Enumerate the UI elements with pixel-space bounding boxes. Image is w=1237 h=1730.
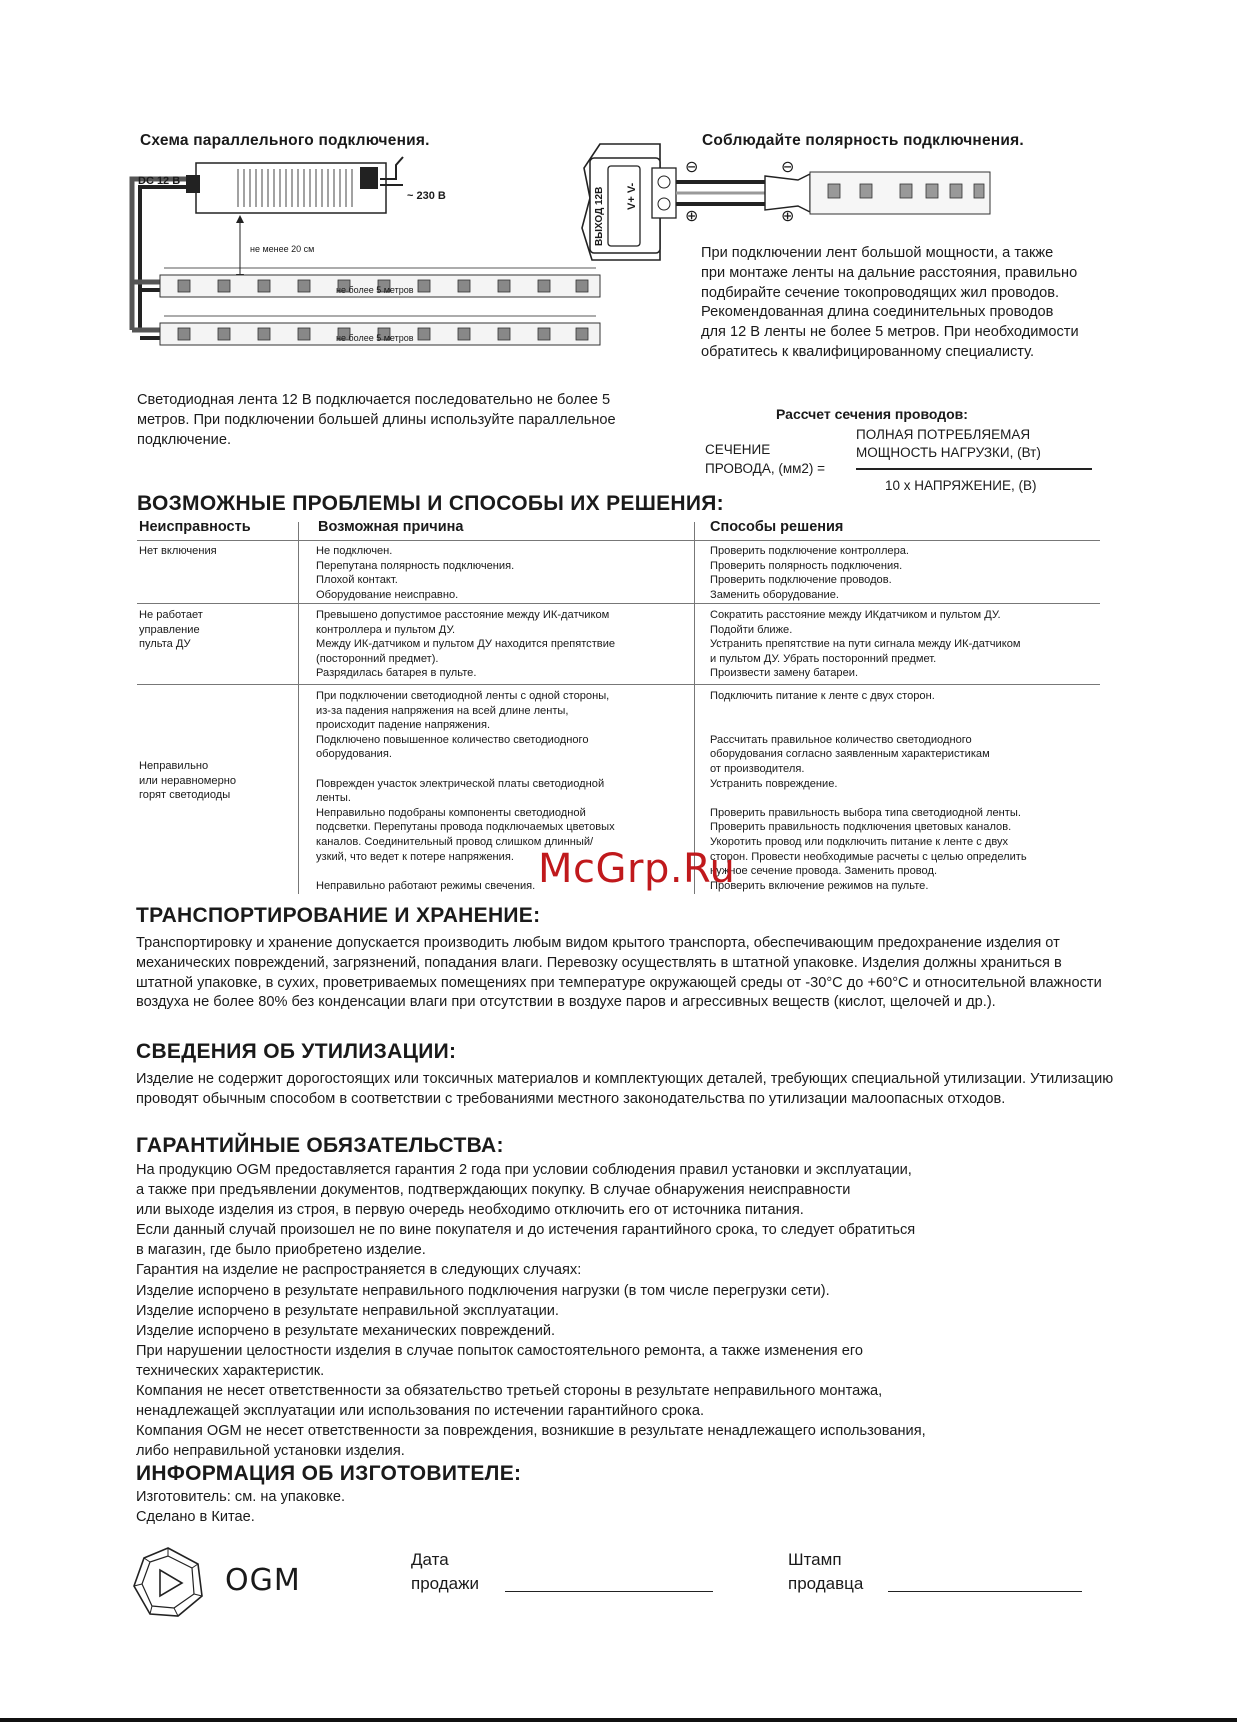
warranty-line: а также при предъявлении документов, подтверждающих покупку. В случае обнаружения неисправности bbox=[136, 1182, 851, 1199]
table-row-1-fault: Нет включения bbox=[139, 545, 217, 557]
disposal-text: Изделие не содержит дорогостоящих или токсичных материалов и комплектующих деталей, требующих специальной утилизации. Утилизацию проводят обычным способом в соответствии с требованиями местного законодательства по утилизации малоопасных отходов. bbox=[136, 1071, 1114, 1107]
ogm-logo-icon bbox=[132, 1546, 204, 1618]
warranty-line: Гарантия на изделие не распространяется в следующих случаях: bbox=[136, 1262, 582, 1279]
warranty-line: технических характеристик. bbox=[136, 1362, 325, 1379]
warranty-line: Изделие испорчено в результате неправильной эксплуатации. bbox=[136, 1302, 559, 1319]
formula-title: Рассчет сечения проводов: bbox=[776, 406, 968, 422]
parallel-diagram-title: Схема параллельного подключения. bbox=[140, 132, 430, 149]
table-header-solution: Способы решения bbox=[710, 519, 844, 535]
bottom-border bbox=[0, 1718, 1237, 1722]
minus-sign-1: ⊖ bbox=[685, 159, 699, 176]
polarity-note: При подключении лент большой мощности, а также при монтаже ленты на дальние расстояния, правильно подбирайте сечение токопроводящих жил проводов. Рекомендованная длина соединительных проводов для 12 В ленты не более 5 метров. При необходимости обратитесь к квалифицированному специалисту. bbox=[701, 245, 1079, 360]
table-rule-2 bbox=[137, 684, 1100, 685]
warranty-line: Изделие испорчено в результате механических повреждений. bbox=[136, 1322, 556, 1339]
manufacturer-line-2: Сделано в Китае. bbox=[136, 1509, 255, 1525]
warranty-text bbox=[136, 1160, 1136, 1461]
stamp-label-1: Штамп bbox=[788, 1550, 842, 1569]
warranty-line: либо неправильной установки изделия. bbox=[136, 1443, 405, 1460]
length-label-2: не более 5 метров bbox=[336, 333, 414, 343]
table-rule-1 bbox=[137, 603, 1100, 604]
table-row-2-cause: Превышено допустимое расстояние между ИК-датчиком контроллера и пультом ДУ. Между ИК-датчиком и пультом ДУ находится препятствие (посторонний предмет). Разрядилась батарея в пульте. bbox=[316, 609, 616, 680]
terminal-label: V+ V- bbox=[626, 182, 638, 210]
watermark: McGrp.Ru bbox=[538, 846, 736, 892]
formula-numerator-1: ПОЛНАЯ ПОТРЕБЛЯЕМАЯ bbox=[856, 427, 1031, 442]
warranty-line: Изделие испорчено в результате неправильного подключения нагрузки (в том числе перегрузки сети). bbox=[136, 1282, 830, 1299]
plus-sign-1: ⊕ bbox=[685, 208, 699, 225]
table-row-1-solution: Проверить подключение контроллера. Проверить полярность подключения. Проверить подключение проводов. Заменить оборудование. bbox=[710, 545, 910, 601]
manufacturer-line-1: Изготовитель: см. на упаковке. bbox=[136, 1489, 346, 1505]
warranty-line: в магазин, где было приобретено изделие. bbox=[136, 1242, 426, 1259]
table-col-divider-2 bbox=[694, 522, 695, 894]
table-header-cause: Возможная причина bbox=[318, 519, 464, 535]
polarity-diagram-title: Соблюдайте полярность подключнения. bbox=[702, 132, 1024, 149]
warranty-line: или выходе изделия из строя, в первую очередь необходимо отключить его от источника питания. bbox=[136, 1202, 804, 1219]
stamp-field[interactable] bbox=[888, 1591, 1082, 1592]
formula-left-1: СЕЧЕНИЕ bbox=[705, 442, 771, 457]
table-row-3-cause: При подключении светодиодной ленты с одной стороны, из-за падения напряжения на всей длине ленты, происходит падение напряжения. Подключено повышенное количество светодиодного оборудования. Поврежден участок электрической платы светодиодной ленты. Неправильно подобраны компоненты светодиодной подсветки. Перепутаны провода подключаемых цветовых каналов. Соединительный провод слишком длинный/ узкий, что ведет к потере напряжения. Неправильно работают режимы свечения. bbox=[316, 690, 615, 892]
disposal-title: СВЕДЕНИЯ ОБ УТИЛИЗАЦИИ: bbox=[136, 1040, 457, 1063]
table-row-1-cause: Не подключен. Перепутана полярность подключения. Плохой контакт. Оборудование неисправно. bbox=[316, 545, 515, 601]
dc-label: DC 12 B bbox=[138, 175, 181, 187]
table-row-2-fault: Не работает управление пульта ДУ bbox=[139, 609, 203, 651]
sale-date-label-1: Дата bbox=[411, 1550, 449, 1569]
sale-date-label-2: продажи bbox=[411, 1574, 479, 1593]
ac-label: ~ 230 В bbox=[407, 190, 446, 202]
table-header-fault: Неисправность bbox=[139, 519, 251, 535]
output-label: ВЫХОД 12В bbox=[594, 186, 605, 246]
formula-left-2: ПРОВОДА, (мм2) = bbox=[705, 461, 826, 476]
transport-title: ТРАНСПОРТИРОВАНИЕ И ХРАНЕНИЕ: bbox=[136, 904, 541, 927]
warranty-line: ненадлежащей эксплуатации или использования по истечении гарантийного срока. bbox=[136, 1403, 704, 1420]
distance-label: не менее 20 см bbox=[250, 244, 315, 254]
table-rule-header bbox=[137, 540, 1100, 541]
plus-sign-2: ⊕ bbox=[781, 208, 795, 225]
sale-date-field[interactable] bbox=[505, 1591, 713, 1592]
table-row-3-solution: Подключить питание к ленте с двух сторон. Рассчитать правильное количество светодиодного оборудования согласно заявленным характеристикам от производителя. Устранить повреждение. Проверить правильность выбора типа светодиодной ленты. Проверить правильность подключения цветовых каналов. Укоротить провод или подключить питание к ленте с двух сторон. Провести необходимые расчеты с целью определить нужное сечение провода. Заменить провод. Проверить включение режимов на пульте. bbox=[710, 690, 1027, 892]
table-row-2-solution: Сократить расстояние между ИКдатчиком и пультом ДУ. Подойти ближе. Устранить препятствие на пути сигнала между ИК-датчиком и пультом ДУ. Убрать посторонний предмет. Произвести замену батареи. bbox=[710, 609, 1021, 680]
warranty-title: ГАРАНТИЙНЫЕ ОБЯЗАТЕЛЬСТВА: bbox=[136, 1134, 504, 1157]
warranty-line: При нарушении целостности изделия в случае попыток самостоятельного ремонта, а также изменения его bbox=[136, 1342, 863, 1359]
troubleshooting-title: ВОЗМОЖНЫЕ ПРОБЛЕМЫ И СПОСОБЫ ИХ РЕШЕНИЯ: bbox=[137, 492, 724, 515]
formula-numerator-2: МОЩНОСТЬ НАГРУЗКИ, (Вт) bbox=[856, 445, 1041, 460]
transport-text: Транспортировку и хранение допускается производить любым видом крытого транспорта, обеспечивающим предохранение изделия от механических повреждений, загрязнений, попадания влаги. Перевозку осуществлять в штатной упаковке. Изделия должны храниться в штатной упаковке, в сухих, проветриваемых помещениях при температуре окружающей среды от -30°C до +60°C и относительной влажности воздуха не более 80% без конденсации влаги при отсутствии в воздухе паров и агрессивных веществ (кислот, щелочей и др.). bbox=[136, 935, 1102, 1011]
warranty-line: Если данный случай произошел не по вине покупателя и до истечения гарантийного срока, то следует обратиться bbox=[136, 1222, 916, 1239]
formula-denominator: 10 x НАПРЯЖЕНИЕ, (В) bbox=[885, 478, 1037, 493]
minus-sign-2: ⊖ bbox=[781, 159, 795, 176]
length-label-1: не более 5 метров bbox=[336, 285, 414, 295]
parallel-note: Светодиодная лента 12 В подключается последовательно не более 5 метров. При подключении большей длины используйте параллельное подключение. bbox=[137, 392, 616, 448]
warranty-line: Компания OGM не несет ответственности за повреждения, возникшие в результате ненадлежащего использования, bbox=[136, 1423, 926, 1440]
table-row-3-fault: Неправильно или неравномерно горят светодиоды bbox=[139, 760, 237, 802]
stamp-label-2: продавца bbox=[788, 1574, 864, 1593]
table-col-divider-1 bbox=[298, 522, 299, 894]
brand-name: OGM bbox=[225, 1563, 301, 1598]
formula-fraction-line bbox=[856, 468, 1092, 470]
manufacturer-title: ИНФОРМАЦИЯ ОБ ИЗГОТОВИТЕЛЕ: bbox=[136, 1462, 522, 1485]
warranty-line: На продукцию OGM предоставляется гарантия 2 года при условии соблюдения правил установки и эксплуатации, bbox=[136, 1162, 912, 1178]
warranty-line: Компания не несет ответственности за обязательство третьей стороны в результате неправильного монтажа, bbox=[136, 1383, 883, 1400]
